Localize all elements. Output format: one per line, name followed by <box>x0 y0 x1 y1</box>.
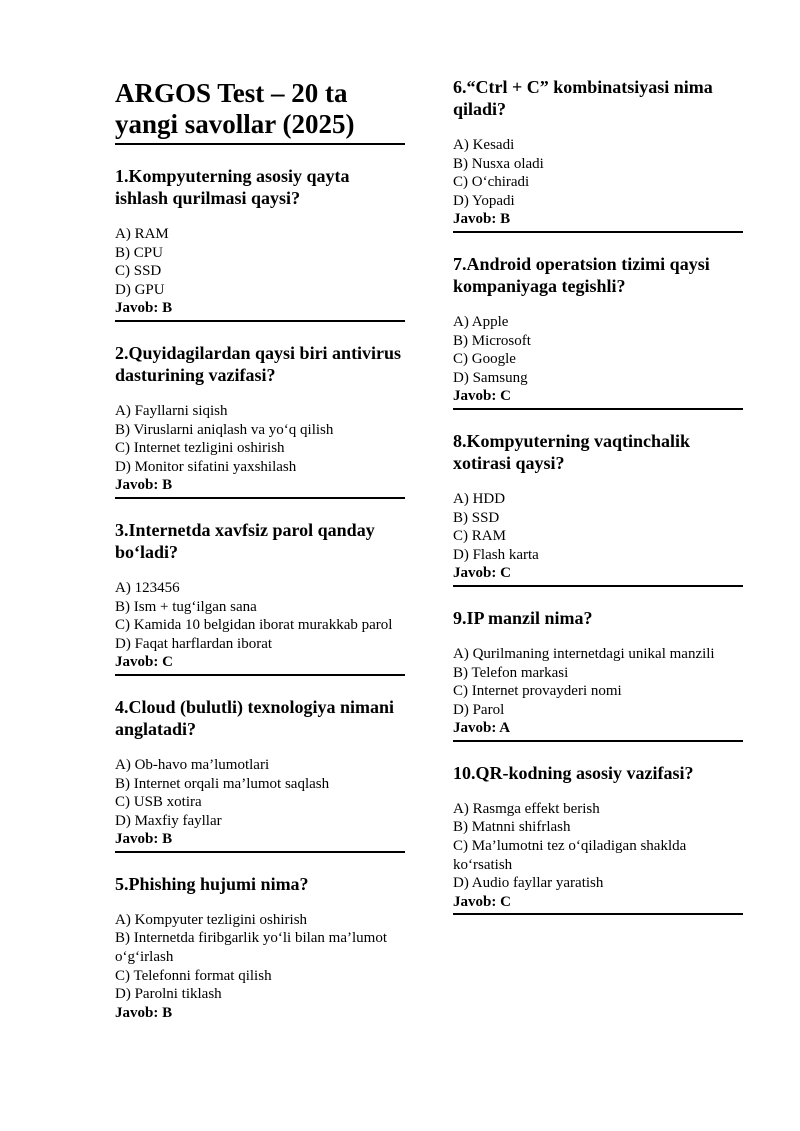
option: A) Fayllarni siqish <box>115 402 228 419</box>
option: D) Audio fayllar yaratish <box>453 875 604 892</box>
option: C) Internet tezligini oshirish <box>115 440 285 457</box>
option: D) Monitor sifatini yaxshilash <box>115 458 297 475</box>
question-title: 5.Phishing hujumi nima? <box>115 873 309 894</box>
option: D) Parolni tiklash <box>115 986 222 1003</box>
option: D) GPU <box>115 281 165 298</box>
option: B) Telefon markasi <box>453 664 569 681</box>
option: B) Microsoft <box>453 332 531 349</box>
option: D) Faqat harflardan iborat <box>115 635 273 652</box>
answer: Javob: B <box>115 831 173 848</box>
option: B) Ism + tug‘ilgan sana <box>115 598 257 615</box>
answer: Javob: C <box>453 565 511 582</box>
question-7 <box>453 253 743 410</box>
question-2 <box>115 342 405 499</box>
question-4 <box>115 696 405 853</box>
question-title: 4.Cloud (bulutli) texnologiya nimani anglatadi? <box>115 696 395 739</box>
option: A) RAM <box>115 226 169 242</box>
left-column <box>115 76 405 1044</box>
question-title: 10.QR-kodning asosiy vazifasi? <box>453 762 694 783</box>
option: B) Viruslarni aniqlash va yo‘q qilish <box>115 421 334 438</box>
option: B) Internet orqali ma’lumot saqlash <box>115 775 330 792</box>
question-title: 1.Kompyuterning asosiy qayta ishlash qurilmasi qaysi? <box>115 166 350 208</box>
option: A) Rasmga effekt berish <box>453 800 600 817</box>
right-column <box>453 76 743 935</box>
option: A) Qurilmaning internetdagi unikal manzili <box>453 645 715 662</box>
option: A) Ob-havo ma’lumotlari <box>115 756 270 773</box>
question-title: 3.Internetda xavfsiz parol qanday bo‘ladi? <box>115 519 375 562</box>
document-title: ARGOS Test – 20 ta yangi savollar (2025) <box>115 76 405 145</box>
option: D) Yopadi <box>453 192 515 209</box>
question-title: 6.“Ctrl + C” kombinatsiyasi nima qiladi? <box>453 77 713 119</box>
question-9 <box>453 607 743 742</box>
option: C) Telefonni format qilish <box>115 967 272 984</box>
option: D) Flash karta <box>453 546 539 563</box>
option: D) Maxfiy fayllar <box>115 812 222 829</box>
question-10 <box>453 762 743 916</box>
question-3 <box>115 519 405 676</box>
answer: Javob: B <box>115 477 173 494</box>
option: C) O‘chiradi <box>453 174 530 191</box>
question-title: 2.Quyidagilardan qaysi biri antivirus dasturining vazifasi? <box>115 342 402 385</box>
option: C) USB xotira <box>115 794 202 811</box>
option: C) Ma’lumotni tez o‘qiladigan shaklda ko‘rsatish <box>453 838 687 873</box>
option: D) Parol <box>453 701 505 718</box>
option: A) 123456 <box>115 579 180 596</box>
question-title: 9.IP manzil nima? <box>453 607 593 628</box>
answer: Javob: C <box>115 654 173 671</box>
answer: Javob: A <box>453 720 511 737</box>
question-6 <box>453 76 743 233</box>
question-8 <box>453 430 743 587</box>
option: A) Kompyuter tezligini oshirish <box>115 911 308 928</box>
question-title: 7.Android operatsion tizimi qaysi kompaniyaga tegishli? <box>453 253 710 296</box>
option: A) Apple <box>453 313 509 330</box>
option: B) Nusxa oladi <box>453 155 544 172</box>
answer: Javob: C <box>453 388 511 405</box>
option: B) CPU <box>115 244 163 261</box>
option: B) SSD <box>453 509 500 526</box>
question-title: 8.Kompyuterning vaqtinchalik xotirasi qaysi? <box>453 430 691 473</box>
option: C) SSD <box>115 263 162 280</box>
answer: Javob: B <box>453 211 511 228</box>
option: C) Kamida 10 belgidan iborat murakkab parol <box>115 617 393 634</box>
question-5 <box>115 873 405 1025</box>
option: B) Matnni shifrlash <box>453 819 571 836</box>
option: B) Internetda firibgarlik yo‘li bilan ma’lumot o‘g‘irlash <box>115 930 388 966</box>
option: C) RAM <box>453 528 506 545</box>
answer: Javob: B <box>115 1004 173 1021</box>
option: A) Kesadi <box>453 137 515 153</box>
option: D) Samsung <box>453 369 528 386</box>
option: A) HDD <box>453 490 506 507</box>
option: C) Internet provayderi nomi <box>453 683 622 700</box>
answer: Javob: B <box>115 300 173 317</box>
question-1 <box>115 165 405 322</box>
option: C) Google <box>453 351 516 368</box>
answer: Javob: C <box>453 893 511 910</box>
